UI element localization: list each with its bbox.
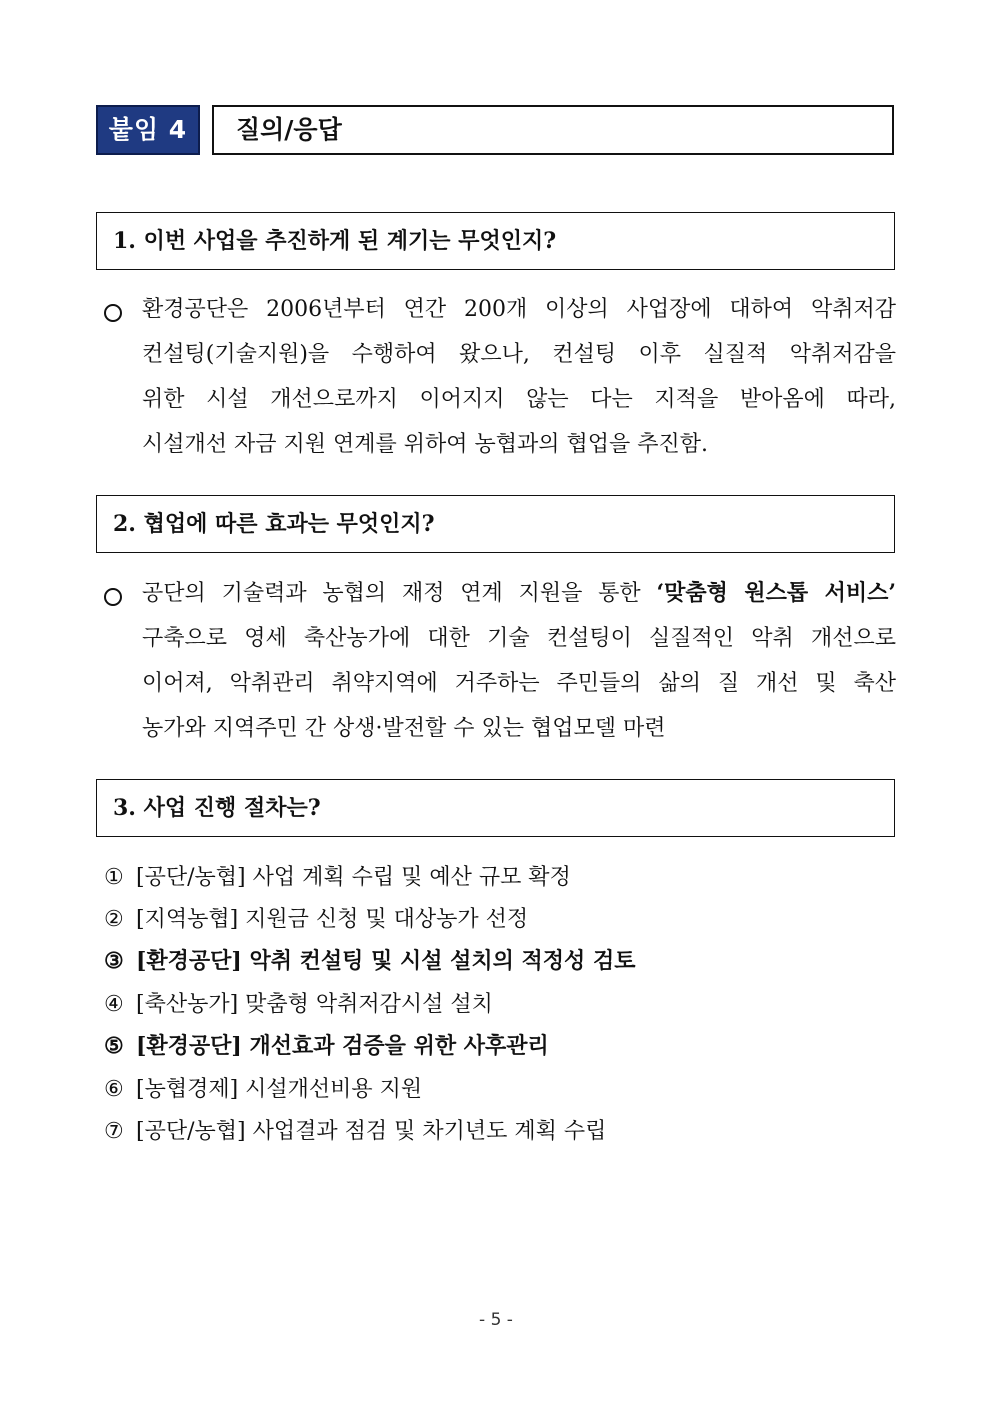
step-item: ① [공단/농협] 사업 계획 수립 및 예산 규모 확정 — [104, 865, 571, 890]
page-number: - 5 - — [479, 1310, 513, 1330]
step-item: ⑤ [환경공단] 개선효과 검증을 위한 사후관리 — [104, 1033, 549, 1059]
bullet-circle-icon — [104, 588, 122, 606]
question-2-heading: 2. 협업에 따른 효과는 무엇인지? — [96, 495, 895, 553]
answer-1-line: 시설개선 자금 지원 연계를 위하여 농협과의 협업을 추진함. — [142, 432, 708, 457]
answer-2-line: 이어져, 악취관리 취약지역에 거주하는 주민들의 삶의 질 개선 및 축산 — [142, 671, 896, 696]
attachment-tag: 붙임 4 — [96, 105, 200, 155]
answer-2-line: 구축으로 영세 축산농가에 대한 기술 컨설팅이 실질적인 악취 개선으로 — [142, 626, 896, 651]
bullet-circle-icon — [104, 304, 122, 322]
answer-1-line: 위한 시설 개선으로까지 이어지지 않는 다는 지적을 받아옴에 따라, — [142, 387, 896, 412]
service-highlight: ‘맞춤형 원스톱 서비스’ — [656, 580, 897, 606]
question-1-heading: 1. 이번 사업을 추진하게 된 계기는 무엇인지? — [96, 212, 895, 270]
answer-2-text: 공단의 기술력과 농협의 재정 연계 지원을 통한 — [142, 581, 657, 606]
attachment-header — [96, 105, 894, 155]
step-item: ③ [환경공단] 악취 컨설팅 및 시설 설치의 적정성 검토 — [104, 948, 636, 974]
question-3-heading: 3. 사업 진행 절차는? — [96, 779, 895, 837]
answer-1-line: 컨설팅(기술지원)을 수행하여 왔으나, 컨설팅 이후 실질적 악취저감을 — [142, 342, 896, 367]
answer-2-line — [142, 576, 896, 607]
page-title: 질의/응답 — [212, 105, 894, 155]
step-item: ② [지역농협] 지원금 신청 및 대상농가 선정 — [104, 907, 529, 932]
step-item: ⑦ [공단/농협] 사업결과 점검 및 차기년도 계획 수립 — [104, 1119, 607, 1144]
step-item: ④ [축산농가] 맞춤형 악취저감시설 설치 — [104, 992, 493, 1017]
answer-2-line: 농가와 지역주민 간 상생·발전할 수 있는 협업모델 마련 — [142, 716, 666, 741]
answer-1-line: 환경공단은 2006년부터 연간 200개 이상의 사업장에 대하여 악취저감 — [142, 297, 896, 322]
step-item: ⑥ [농협경제] 시설개선비용 지원 — [104, 1077, 423, 1102]
